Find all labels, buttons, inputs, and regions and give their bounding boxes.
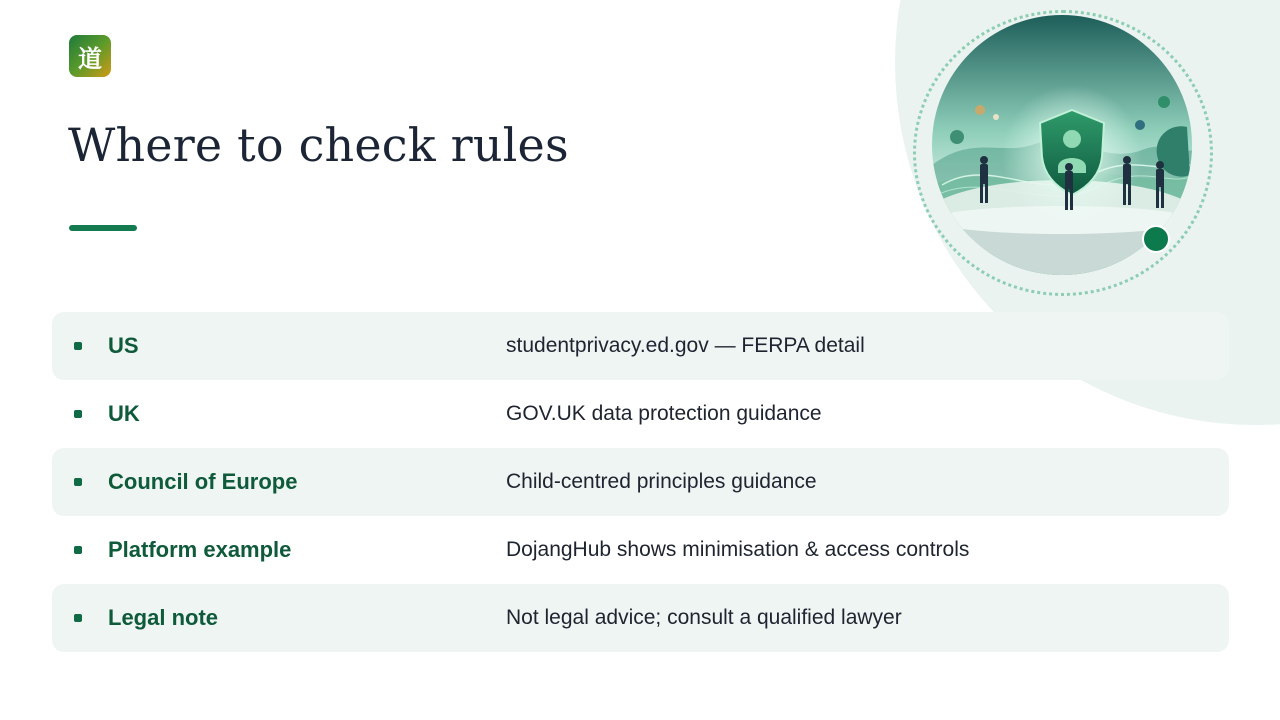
bullet-icon — [74, 410, 82, 418]
list-item-value: studentprivacy.ed.gov — FERPA detail — [506, 334, 865, 357]
logo-icon — [69, 35, 111, 77]
bullet-icon — [74, 614, 82, 622]
list-item-us — [52, 312, 1229, 380]
list-item-uk — [52, 380, 1229, 448]
bullet-icon — [74, 342, 82, 350]
list-item-council-of-europe — [52, 448, 1229, 516]
list-item-value: DojangHub shows minimisation & access controls — [506, 538, 970, 561]
title-underline — [69, 225, 137, 231]
bullet-icon — [74, 546, 82, 554]
accent-dot — [1142, 225, 1170, 253]
list-item-value: GOV.UK data protection guidance — [506, 402, 822, 425]
list-item-label: Legal note — [108, 605, 219, 630]
list-item-label: Platform example — [108, 537, 292, 562]
list-item-legal-note — [52, 584, 1229, 652]
logo-glyph: 道 — [78, 44, 102, 73]
list-item-label: US — [108, 333, 139, 358]
list-item-value: Child-centred principles guidance — [506, 470, 817, 493]
list-item-value: Not legal advice; consult a qualified lawyer — [506, 606, 902, 629]
list-item-label: UK — [108, 401, 140, 426]
rules-list — [52, 312, 1229, 652]
list-item-platform-example — [52, 516, 1229, 584]
page-title: Where to check rules — [68, 118, 569, 172]
bullet-icon — [74, 478, 82, 486]
list-item-label: Council of Europe — [108, 469, 298, 494]
